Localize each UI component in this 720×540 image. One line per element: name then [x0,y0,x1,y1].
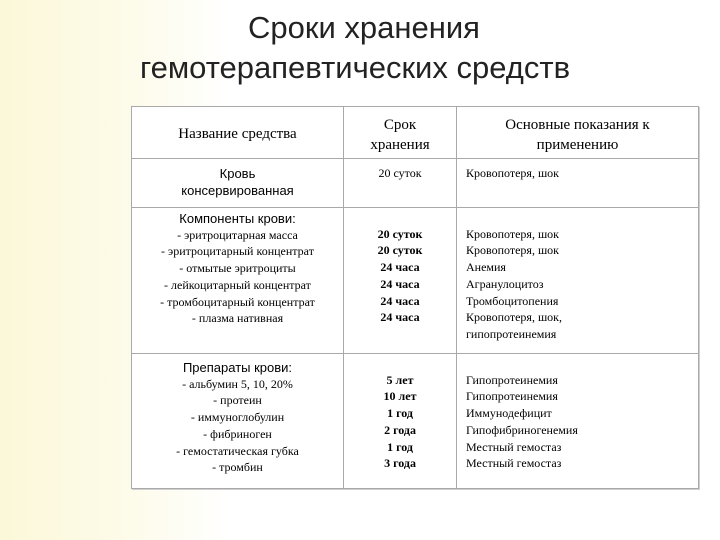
term-value: 20 суток [377,243,423,258]
row1-term-text: 20 суток [378,165,422,180]
list-item: - эритроцитарная масса [177,227,298,242]
indication-value: Иммунодефицит [466,406,552,421]
indication-value: Тромбоцитопения [466,293,559,308]
indication-value: гипопротеинемия [466,327,557,342]
row1-name-line: консервированная [181,182,294,198]
term-value: 10 лет [383,389,417,404]
row2-name [132,207,344,353]
indication-value: Анемия [466,260,506,275]
header-term [344,107,457,158]
row3-group-title: Препараты крови: [182,359,293,375]
list-item: - тромбоцитарный концентрат [160,294,315,309]
indication-value: Гипофибриногенемия [466,422,578,437]
indication-value: Гипопротеинемия [466,372,558,387]
table-row [132,207,698,353]
indication-value: Местный гемостаз [466,456,562,471]
row2-group-title: Компоненты крови: [179,210,296,226]
indication-value: Агранулоцитоз [466,276,544,291]
header-name [132,107,344,158]
term-value: 24 часа [380,276,420,291]
table-header-row [132,107,698,158]
title-line-2: гемотерапевтических средств [139,50,571,85]
header-indications [457,107,699,158]
table-row [132,353,698,488]
list-item: - эритроцитарный концентрат [161,244,314,259]
term-value: 24 часа [380,310,420,325]
indication-value: Гипопротеинемия [466,389,558,404]
header-term-line: хранения [370,137,430,153]
row3-name [132,353,344,488]
row3-terms [344,353,457,488]
term-value: 1 год [387,439,413,454]
row2-indications [457,207,699,353]
term-value: 5 лет [386,372,414,387]
list-item: - гемостатическая губка [176,443,299,458]
slide-title [0,8,720,88]
title-line-1: Сроки хранения [248,10,480,45]
row1-term [344,158,457,207]
term-value: 20 суток [377,226,423,241]
list-item: - плазма нативная [191,311,284,326]
header-indications-line: Основные показания к [505,117,650,133]
row1-name-line: Кровь [219,165,256,181]
indication-value: Кровопотеря, шок [466,226,560,241]
term-value: 24 часа [380,260,420,275]
list-item: - протеин [213,393,262,408]
term-value: 24 часа [380,293,420,308]
term-value: 2 года [384,422,416,437]
header-name-text: Название средства [178,126,297,142]
indication-value: Местный гемостаз [466,439,562,454]
list-item: - альбумин 5, 10, 20% [182,376,293,391]
list-item: - лейкоцитарный концентрат [164,277,311,292]
term-value: 1 год [387,406,413,421]
table [132,107,698,488]
list-item: - тромбин [212,460,263,475]
term-value: 3 года [384,456,416,471]
header-indications-line: применению [536,137,619,153]
storage-table [131,106,699,489]
list-item: - отмытые эритроциты [179,261,296,276]
row2-terms [344,207,457,353]
list-item: - иммуноглобулин [190,410,285,425]
row1-indication [457,158,699,207]
row1-name [132,158,344,207]
row1-indication-text: Кровопотеря, шок [466,165,560,180]
indication-value: Кровопотеря, шок, [466,310,563,325]
header-term-line: Срок [383,117,417,133]
table-row [132,158,698,207]
row3-indications [457,353,699,488]
indication-value: Кровопотеря, шок [466,243,560,258]
list-item: - фибриноген [203,426,272,441]
